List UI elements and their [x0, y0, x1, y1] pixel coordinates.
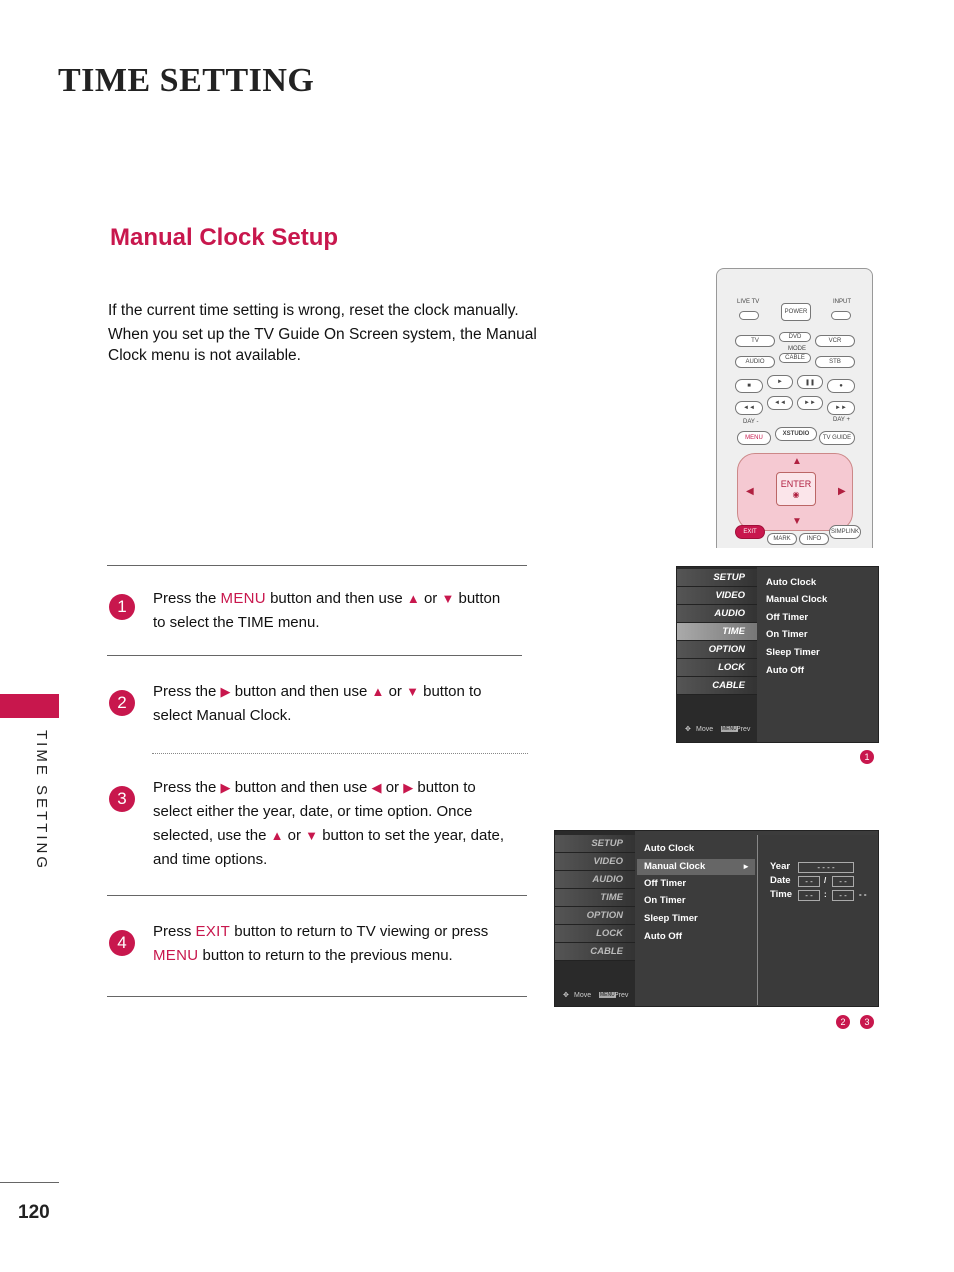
osd-category-time[interactable]: TIME	[677, 623, 757, 641]
move-icon: ✥	[685, 726, 691, 733]
exit-keyword: EXIT	[195, 923, 231, 940]
time-label: Time	[770, 889, 793, 900]
right-arrow-icon[interactable]: ▶	[838, 486, 846, 497]
osd-category-lock[interactable]: LOCK	[677, 659, 757, 677]
osd-item-auto-clock[interactable]: Auto Clock	[766, 577, 817, 588]
dotted-rule	[152, 753, 528, 754]
page-number: 120	[18, 1202, 50, 1223]
osd-category-lock[interactable]: LOCK	[555, 925, 635, 943]
down-arrow-icon: ▼	[441, 591, 455, 606]
rule	[107, 895, 527, 896]
reference-badge: 2	[836, 1015, 850, 1029]
right-arrow-icon: ▶	[220, 780, 231, 795]
up-arrow-icon[interactable]: ▲	[792, 456, 802, 467]
osd-item-auto-off[interactable]: Auto Off	[644, 931, 682, 942]
minute-field[interactable]: - -	[832, 890, 854, 901]
mark-button[interactable]: MARK	[767, 533, 797, 545]
audio-button[interactable]: AUDIO	[735, 356, 775, 368]
osd-item-auto-off[interactable]: Auto Off	[766, 665, 804, 676]
info-button[interactable]: INFO	[799, 533, 829, 545]
manual-clock-submenu: Year Date Time - - - - - - / - - - - : - - - -	[757, 835, 877, 1005]
step-number: 2	[109, 690, 135, 716]
osd-category-column: SETUP VIDEO AUDIO TIME OPTION LOCK CABLE ✥ Move MENU Prev	[677, 567, 757, 742]
osd-category-setup[interactable]: SETUP	[677, 569, 757, 587]
right-arrow-icon: ▶	[403, 780, 414, 795]
intro-line-2: When you set up the TV Guide On Screen system, the Manual Clock menu is not available.	[108, 326, 537, 364]
submenu-arrow-icon: ►	[742, 862, 750, 871]
step-number: 1	[109, 594, 135, 620]
step-number: 4	[109, 930, 135, 956]
section-title: Manual Clock Setup	[110, 224, 339, 251]
step-3-text: Press the ▶ button and then use ◀ or ▶ button to select either the year, date, or time option. Once selected, use the ▲ or ▼ button to set the year, date, and time options.	[153, 779, 504, 868]
down-arrow-icon: ▼	[406, 684, 419, 699]
osd-category-setup[interactable]: SETUP	[555, 835, 635, 853]
osd-item-sleep-timer[interactable]: Sleep Timer	[644, 913, 698, 924]
osd-item-manual-clock[interactable]: Manual Clock ►	[637, 859, 755, 875]
prev-button[interactable]: ◄◄	[735, 401, 763, 415]
fast-forward-button[interactable]: ►►	[797, 396, 823, 410]
day-field[interactable]: - -	[832, 876, 854, 887]
osd-category-column: SETUP VIDEO AUDIO TIME OPTION LOCK CABLE ✥ Move MENU Prev	[555, 831, 635, 1006]
osd-item-on-timer[interactable]: On Timer	[644, 895, 686, 906]
side-label: TIME SETTING	[33, 730, 50, 871]
osd-item-manual-clock[interactable]: Manual Clock	[766, 594, 828, 605]
step-1-text: Press the MENU button and then use ▲ or ▼ button to select the TIME menu.	[153, 590, 501, 631]
step-2-text: Press the ▶ button and then use ▲ or ▼ button to select Manual Clock.	[153, 683, 482, 724]
dvd-button[interactable]: DVD	[779, 332, 811, 342]
osd-category-video[interactable]: VIDEO	[677, 587, 757, 605]
hour-field[interactable]: - -	[798, 890, 820, 901]
up-arrow-icon: ▲	[371, 684, 385, 699]
osd-category-option[interactable]: OPTION	[555, 907, 635, 925]
tv-guide-button[interactable]: TV GUIDE	[819, 431, 855, 445]
osd-category-audio[interactable]: AUDIO	[677, 605, 757, 623]
menu-keyword: MENU	[220, 590, 266, 607]
pause-button[interactable]: ❚❚	[797, 375, 823, 389]
rule	[107, 565, 527, 566]
left-arrow-icon[interactable]: ◀	[746, 486, 754, 497]
osd-category-video[interactable]: VIDEO	[555, 853, 635, 871]
tv-button[interactable]: TV	[735, 335, 775, 347]
month-field[interactable]: - -	[798, 876, 820, 887]
osd-category-cable[interactable]: CABLE	[555, 943, 635, 961]
down-arrow-icon[interactable]: ▼	[792, 516, 802, 527]
step-4-text: Press EXIT button to return to TV viewing or press MENU button to return to the previous menu.	[153, 923, 489, 964]
osd-item-on-timer[interactable]: On Timer	[766, 629, 808, 640]
rewind-button[interactable]: ◄◄	[767, 396, 793, 410]
remote-control: LIVE TV POWER INPUT TV DVD VCR MODE AUDIO CABLE STB ■ ► ❚❚ ● ◄◄ ◄◄ ►► ►► DAY - DAY + MENU XSTUDIO TV GUIDE ▲ ▼ ◀ ▶ ENTER ◉ EXIT MARK INFO SIMPLINK	[716, 268, 873, 548]
osd-category-time[interactable]: TIME	[555, 889, 635, 907]
power-button[interactable]: POWER	[781, 303, 811, 321]
osd-menu-time	[676, 566, 879, 743]
year-field[interactable]: - - - -	[798, 862, 854, 873]
play-button[interactable]: ►	[767, 375, 793, 389]
stop-button[interactable]: ■	[735, 379, 763, 393]
intro-line-1: If the current time setting is wrong, reset the clock manually.	[108, 302, 519, 319]
reference-badge: 1	[860, 750, 874, 764]
xstudio-button[interactable]: XSTUDIO	[775, 427, 817, 441]
live-tv-button[interactable]	[739, 311, 759, 320]
next-button[interactable]: ►►	[827, 401, 855, 415]
osd-item-sleep-timer[interactable]: Sleep Timer	[766, 647, 820, 658]
osd-item-off-timer[interactable]: Off Timer	[766, 612, 809, 623]
rule	[107, 996, 527, 997]
vcr-button[interactable]: VCR	[815, 335, 855, 347]
osd-item-auto-clock[interactable]: Auto Clock	[644, 843, 695, 854]
up-arrow-icon: ▲	[406, 591, 420, 606]
osd-category-option[interactable]: OPTION	[677, 641, 757, 659]
right-arrow-icon: ▶	[220, 684, 231, 699]
osd-category-cable[interactable]: CABLE	[677, 677, 757, 695]
reference-badge: 3	[860, 1015, 874, 1029]
step-number: 3	[109, 786, 135, 812]
navigation-pad[interactable]	[737, 453, 853, 531]
osd-item-off-timer[interactable]: Off Timer	[644, 878, 687, 889]
page-number-rule	[0, 1182, 59, 1183]
enter-dot-icon: ◉	[792, 490, 800, 499]
move-icon: ✥	[563, 992, 569, 999]
down-arrow-icon: ▼	[305, 828, 319, 843]
page-title: TIME SETTING	[58, 62, 315, 99]
menu-button[interactable]: MENU	[737, 431, 771, 445]
exit-button[interactable]: EXIT	[735, 525, 765, 539]
rule	[107, 655, 522, 656]
simplink-button[interactable]: SIMPLINK	[829, 525, 861, 539]
year-label: Year	[770, 861, 791, 872]
ampm-field[interactable]: - -	[859, 890, 867, 899]
menu-keyword: MENU	[153, 947, 199, 964]
record-button[interactable]: ●	[827, 379, 855, 393]
cable-button[interactable]: CABLE	[779, 353, 811, 363]
date-label: Date	[770, 875, 791, 886]
left-arrow-icon: ◀	[371, 780, 382, 795]
stb-button[interactable]: STB	[815, 356, 855, 368]
side-tab-marker	[0, 694, 59, 718]
enter-button[interactable]: ENTER ◉	[776, 472, 816, 506]
up-arrow-icon: ▲	[270, 828, 284, 843]
input-button[interactable]	[831, 311, 851, 320]
osd-menu-manual-clock	[554, 830, 879, 1007]
osd-category-audio[interactable]: AUDIO	[555, 871, 635, 889]
